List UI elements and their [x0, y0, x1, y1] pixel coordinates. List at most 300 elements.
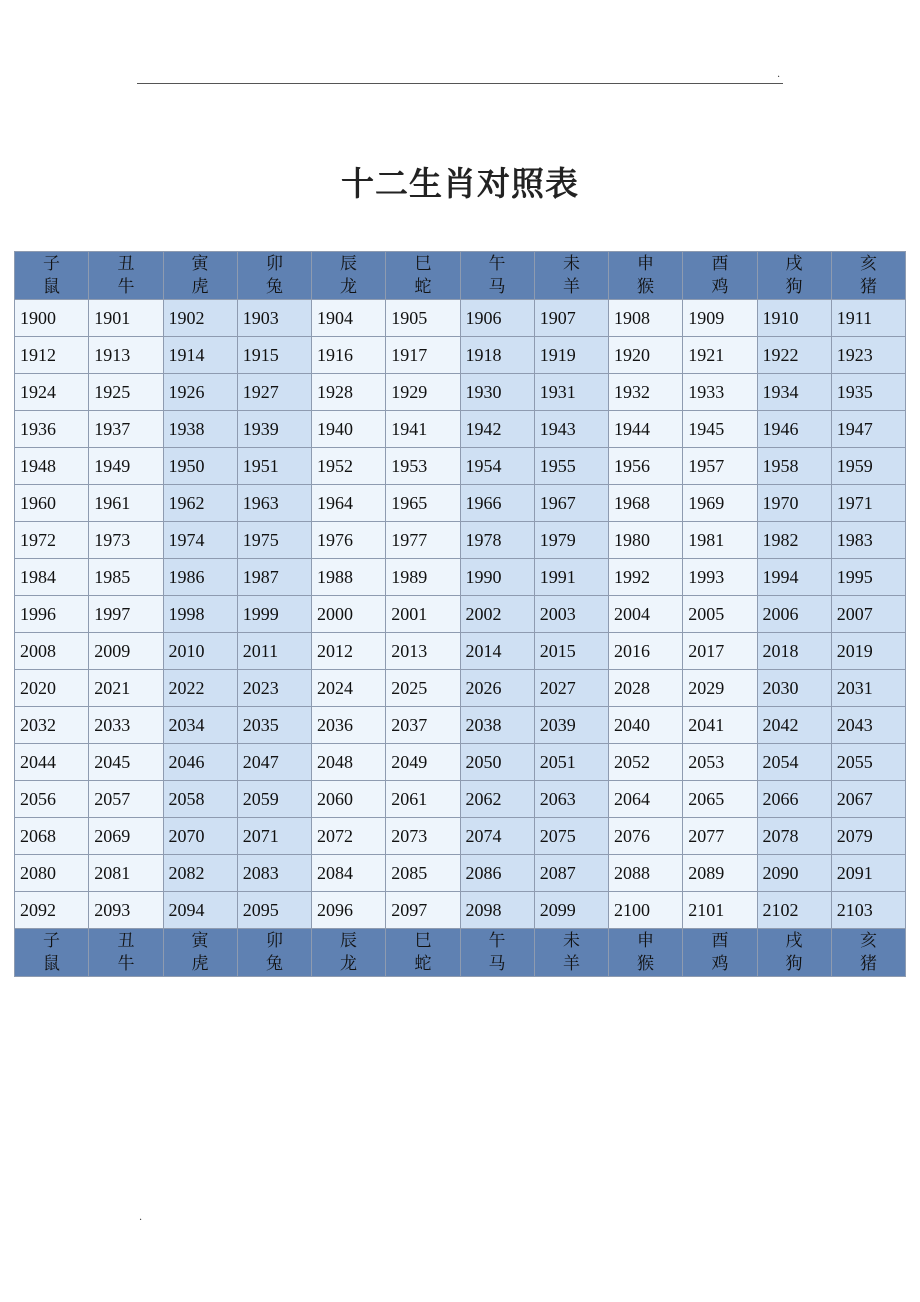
year-cell: 2061 [386, 781, 460, 818]
year-cell: 2095 [237, 892, 311, 929]
footer-mark: . [139, 1212, 143, 1223]
year-cell: 2081 [89, 855, 163, 892]
year-cell: 2063 [534, 781, 608, 818]
table-header-top [15, 252, 906, 300]
zodiac-header-cell [831, 252, 905, 300]
year-cell: 1936 [15, 411, 89, 448]
year-cell: 2017 [683, 633, 757, 670]
year-cell: 2041 [683, 707, 757, 744]
page-title: 十二生肖对照表 [341, 164, 579, 203]
year-cell: 1956 [609, 448, 683, 485]
year-cell: 2006 [757, 596, 831, 633]
year-cell: 2089 [683, 855, 757, 892]
year-cell: 1915 [237, 337, 311, 374]
year-cell: 1907 [534, 300, 608, 337]
year-cell: 1949 [89, 448, 163, 485]
year-cell: 1941 [386, 411, 460, 448]
year-cell: 2016 [609, 633, 683, 670]
year-cell: 2024 [312, 670, 386, 707]
zodiac-animal-label: 猴 [637, 953, 654, 974]
zodiac-animal-label: 蛇 [414, 953, 432, 974]
year-cell: 1958 [757, 448, 831, 485]
table-row [15, 522, 906, 559]
zodiac-header-cell [386, 252, 460, 300]
year-cell: 2052 [609, 744, 683, 781]
zodiac-header-cell [89, 252, 163, 300]
year-cell: 2074 [460, 818, 534, 855]
year-cell: 2005 [683, 596, 757, 633]
zodiac-header-cell [460, 252, 534, 300]
zodiac-header-cell [757, 929, 831, 977]
table-row [15, 781, 906, 818]
year-cell: 2030 [757, 670, 831, 707]
year-cell: 1946 [757, 411, 831, 448]
year-cell: 1908 [609, 300, 683, 337]
earthly-branch-label: 申 [637, 253, 654, 274]
year-cell: 2036 [312, 707, 386, 744]
zodiac-header-cell [683, 929, 757, 977]
table-row [15, 485, 906, 522]
zodiac-header-cell [460, 929, 534, 977]
zodiac-animal-label: 鼠 [43, 953, 60, 974]
zodiac-header-cell [312, 929, 386, 977]
year-cell: 2018 [757, 633, 831, 670]
year-cell: 1963 [237, 485, 311, 522]
zodiac-animal-label: 猴 [637, 276, 654, 297]
year-cell: 2064 [609, 781, 683, 818]
year-cell: 1950 [163, 448, 237, 485]
year-cell: 2053 [683, 744, 757, 781]
table-row [15, 374, 906, 411]
year-cell: 2078 [757, 818, 831, 855]
year-cell: 2003 [534, 596, 608, 633]
year-cell: 1940 [312, 411, 386, 448]
year-cell: 1973 [89, 522, 163, 559]
year-cell: 2009 [89, 633, 163, 670]
year-cell: 2033 [89, 707, 163, 744]
year-cell: 2085 [386, 855, 460, 892]
year-cell: 2055 [831, 744, 905, 781]
year-cell: 2093 [89, 892, 163, 929]
year-cell: 1937 [89, 411, 163, 448]
year-cell: 2046 [163, 744, 237, 781]
year-cell: 1939 [237, 411, 311, 448]
header-mark: . [777, 69, 781, 80]
earthly-branch-label: 辰 [340, 930, 357, 951]
zodiac-header-cell [386, 929, 460, 977]
year-cell: 2099 [534, 892, 608, 929]
year-cell: 1903 [237, 300, 311, 337]
earthly-branch-label: 戌 [785, 253, 803, 274]
year-cell: 1918 [460, 337, 534, 374]
year-cell: 1938 [163, 411, 237, 448]
year-cell: 2013 [386, 633, 460, 670]
year-cell: 2025 [386, 670, 460, 707]
year-cell: 2000 [312, 596, 386, 633]
year-cell: 1942 [460, 411, 534, 448]
year-cell: 1957 [683, 448, 757, 485]
year-cell: 2088 [609, 855, 683, 892]
table-row [15, 596, 906, 633]
earthly-branch-label: 戌 [785, 930, 803, 951]
earthly-branch-label: 申 [637, 930, 654, 951]
year-cell: 1980 [609, 522, 683, 559]
table-row [15, 855, 906, 892]
year-cell: 1923 [831, 337, 905, 374]
table-header-bottom [15, 929, 906, 977]
earthly-branch-label: 子 [43, 930, 60, 951]
year-cell: 1996 [15, 596, 89, 633]
earthly-branch-label: 巳 [414, 253, 432, 274]
year-cell: 2012 [312, 633, 386, 670]
table-row [15, 892, 906, 929]
year-cell: 1913 [89, 337, 163, 374]
year-cell: 1951 [237, 448, 311, 485]
year-cell: 2087 [534, 855, 608, 892]
year-cell: 1933 [683, 374, 757, 411]
year-cell: 2073 [386, 818, 460, 855]
year-cell: 1986 [163, 559, 237, 596]
year-cell: 1920 [609, 337, 683, 374]
year-cell: 2071 [237, 818, 311, 855]
year-cell: 1978 [460, 522, 534, 559]
zodiac-header-cell [15, 252, 89, 300]
year-cell: 2101 [683, 892, 757, 929]
year-cell: 1994 [757, 559, 831, 596]
year-cell: 1981 [683, 522, 757, 559]
year-cell: 2028 [609, 670, 683, 707]
year-cell: 1969 [683, 485, 757, 522]
year-cell: 2026 [460, 670, 534, 707]
year-cell: 2072 [312, 818, 386, 855]
zodiac-animal-label: 牛 [117, 953, 135, 974]
year-cell: 1919 [534, 337, 608, 374]
year-cell: 1974 [163, 522, 237, 559]
year-cell: 2097 [386, 892, 460, 929]
year-cell: 1976 [312, 522, 386, 559]
year-cell: 1935 [831, 374, 905, 411]
year-cell: 1917 [386, 337, 460, 374]
year-cell: 2014 [460, 633, 534, 670]
year-cell: 1910 [757, 300, 831, 337]
year-cell: 2102 [757, 892, 831, 929]
zodiac-year-table [14, 251, 906, 977]
zodiac-animal-label: 马 [488, 276, 506, 297]
year-cell: 2056 [15, 781, 89, 818]
earthly-branch-label: 午 [488, 253, 506, 274]
zodiac-animal-label: 牛 [117, 276, 135, 297]
year-cell: 2062 [460, 781, 534, 818]
zodiac-header-cell [534, 929, 608, 977]
earthly-branch-label: 寅 [191, 253, 209, 274]
table-row [15, 744, 906, 781]
year-cell: 1989 [386, 559, 460, 596]
year-cell: 2069 [89, 818, 163, 855]
year-cell: 2043 [831, 707, 905, 744]
year-cell: 1977 [386, 522, 460, 559]
earthly-branch-label: 亥 [860, 930, 877, 951]
year-cell: 2075 [534, 818, 608, 855]
year-cell: 2023 [237, 670, 311, 707]
zodiac-header-cell [831, 929, 905, 977]
earthly-branch-label: 子 [43, 253, 60, 274]
zodiac-animal-label: 猪 [860, 953, 877, 974]
zodiac-header-cell [237, 929, 311, 977]
year-cell: 1962 [163, 485, 237, 522]
year-cell: 2086 [460, 855, 534, 892]
year-cell: 1984 [15, 559, 89, 596]
year-cell: 1934 [757, 374, 831, 411]
year-cell: 1993 [683, 559, 757, 596]
year-cell: 1909 [683, 300, 757, 337]
year-cell: 1982 [757, 522, 831, 559]
earthly-branch-label: 亥 [860, 253, 877, 274]
zodiac-animal-label: 蛇 [414, 276, 432, 297]
year-cell: 2002 [460, 596, 534, 633]
year-cell: 1967 [534, 485, 608, 522]
earthly-branch-label: 未 [563, 253, 580, 274]
year-cell: 2096 [312, 892, 386, 929]
table-row [15, 707, 906, 744]
page-header-rule [137, 83, 783, 84]
year-cell: 2034 [163, 707, 237, 744]
earthly-branch-label: 卯 [266, 930, 283, 951]
year-cell: 1902 [163, 300, 237, 337]
zodiac-animal-label: 羊 [563, 276, 580, 297]
year-cell: 1988 [312, 559, 386, 596]
earthly-branch-label: 丑 [117, 930, 135, 951]
year-cell: 2094 [163, 892, 237, 929]
year-cell: 2045 [89, 744, 163, 781]
year-cell: 1916 [312, 337, 386, 374]
year-cell: 1925 [89, 374, 163, 411]
year-cell: 1998 [163, 596, 237, 633]
zodiac-animal-label: 鸡 [711, 953, 729, 974]
year-cell: 2007 [831, 596, 905, 633]
table-row [15, 559, 906, 596]
year-cell: 1997 [89, 596, 163, 633]
year-cell: 1992 [609, 559, 683, 596]
year-cell: 1927 [237, 374, 311, 411]
earthly-branch-label: 酉 [711, 930, 729, 951]
zodiac-animal-label: 狗 [785, 276, 803, 297]
year-cell: 2080 [15, 855, 89, 892]
year-cell: 1906 [460, 300, 534, 337]
year-cell: 2004 [609, 596, 683, 633]
zodiac-header-cell [757, 252, 831, 300]
zodiac-animal-label: 龙 [340, 953, 357, 974]
zodiac-animal-label: 龙 [340, 276, 357, 297]
year-cell: 2103 [831, 892, 905, 929]
year-cell: 1959 [831, 448, 905, 485]
year-cell: 1965 [386, 485, 460, 522]
year-cell: 1931 [534, 374, 608, 411]
zodiac-header-cell [683, 252, 757, 300]
year-cell: 2022 [163, 670, 237, 707]
earthly-branch-label: 寅 [191, 930, 209, 951]
zodiac-animal-label: 虎 [191, 276, 209, 297]
year-cell: 1971 [831, 485, 905, 522]
year-cell: 2092 [15, 892, 89, 929]
table-row [15, 818, 906, 855]
year-cell: 1922 [757, 337, 831, 374]
year-cell: 1970 [757, 485, 831, 522]
year-cell: 1972 [15, 522, 89, 559]
year-cell: 2057 [89, 781, 163, 818]
year-cell: 2090 [757, 855, 831, 892]
year-cell: 1964 [312, 485, 386, 522]
year-cell: 1900 [15, 300, 89, 337]
year-cell: 1928 [312, 374, 386, 411]
year-cell: 1999 [237, 596, 311, 633]
year-cell: 2068 [15, 818, 89, 855]
year-cell: 1944 [609, 411, 683, 448]
year-cell: 2067 [831, 781, 905, 818]
table-row [15, 300, 906, 337]
year-cell: 2084 [312, 855, 386, 892]
zodiac-header-cell [89, 929, 163, 977]
earthly-branch-label: 辰 [340, 253, 357, 274]
year-cell: 1904 [312, 300, 386, 337]
year-cell: 2051 [534, 744, 608, 781]
table-row [15, 633, 906, 670]
year-cell: 1929 [386, 374, 460, 411]
year-cell: 2054 [757, 744, 831, 781]
year-cell: 1995 [831, 559, 905, 596]
year-cell: 1926 [163, 374, 237, 411]
year-cell: 1955 [534, 448, 608, 485]
year-cell: 2049 [386, 744, 460, 781]
year-cell: 2077 [683, 818, 757, 855]
year-cell: 1983 [831, 522, 905, 559]
table-row [15, 448, 906, 485]
year-cell: 2048 [312, 744, 386, 781]
year-cell: 1947 [831, 411, 905, 448]
year-cell: 2031 [831, 670, 905, 707]
table-row [15, 411, 906, 448]
year-cell: 1968 [609, 485, 683, 522]
year-cell: 2010 [163, 633, 237, 670]
zodiac-animal-label: 兔 [266, 276, 283, 297]
year-cell: 2044 [15, 744, 89, 781]
year-cell: 2008 [15, 633, 89, 670]
year-cell: 2035 [237, 707, 311, 744]
year-cell: 2070 [163, 818, 237, 855]
year-cell: 1948 [15, 448, 89, 485]
year-cell: 1952 [312, 448, 386, 485]
year-cell: 1911 [831, 300, 905, 337]
year-cell: 1953 [386, 448, 460, 485]
earthly-branch-label: 酉 [711, 253, 729, 274]
year-cell: 1921 [683, 337, 757, 374]
year-cell: 1914 [163, 337, 237, 374]
year-cell: 1932 [609, 374, 683, 411]
year-cell: 2011 [237, 633, 311, 670]
year-cell: 1991 [534, 559, 608, 596]
year-cell: 1987 [237, 559, 311, 596]
zodiac-animal-label: 兔 [266, 953, 283, 974]
year-cell: 1924 [15, 374, 89, 411]
year-cell: 2058 [163, 781, 237, 818]
earthly-branch-label: 卯 [266, 253, 283, 274]
year-cell: 2032 [15, 707, 89, 744]
zodiac-animal-label: 鼠 [43, 276, 60, 297]
year-cell: 1912 [15, 337, 89, 374]
year-cell: 1975 [237, 522, 311, 559]
year-cell: 1966 [460, 485, 534, 522]
table-row [15, 670, 906, 707]
earthly-branch-label: 午 [488, 930, 506, 951]
zodiac-header-cell [312, 252, 386, 300]
year-cell: 2076 [609, 818, 683, 855]
year-cell: 1960 [15, 485, 89, 522]
year-cell: 2019 [831, 633, 905, 670]
year-cell: 2065 [683, 781, 757, 818]
year-cell: 1943 [534, 411, 608, 448]
year-cell: 2042 [757, 707, 831, 744]
zodiac-animal-label: 猪 [860, 276, 877, 297]
year-cell: 2066 [757, 781, 831, 818]
year-cell: 2021 [89, 670, 163, 707]
zodiac-animal-label: 狗 [785, 953, 803, 974]
year-cell: 2098 [460, 892, 534, 929]
year-cell: 2020 [15, 670, 89, 707]
year-cell: 2037 [386, 707, 460, 744]
zodiac-animal-label: 虎 [191, 953, 209, 974]
year-cell: 1954 [460, 448, 534, 485]
year-cell: 2059 [237, 781, 311, 818]
year-cell: 1979 [534, 522, 608, 559]
zodiac-header-cell [609, 929, 683, 977]
earthly-branch-label: 巳 [414, 930, 432, 951]
year-cell: 2040 [609, 707, 683, 744]
year-cell: 2047 [237, 744, 311, 781]
year-cell: 1945 [683, 411, 757, 448]
year-cell: 2091 [831, 855, 905, 892]
year-cell: 2027 [534, 670, 608, 707]
zodiac-animal-label: 马 [488, 953, 506, 974]
year-cell: 1930 [460, 374, 534, 411]
year-cell: 1961 [89, 485, 163, 522]
year-cell: 2050 [460, 744, 534, 781]
year-cell: 1990 [460, 559, 534, 596]
zodiac-header-cell [15, 929, 89, 977]
year-cell: 1905 [386, 300, 460, 337]
zodiac-header-cell [534, 252, 608, 300]
earthly-branch-label: 未 [563, 930, 580, 951]
year-cell: 2039 [534, 707, 608, 744]
zodiac-header-cell [237, 252, 311, 300]
year-cell: 2083 [237, 855, 311, 892]
year-cell: 2029 [683, 670, 757, 707]
year-cell: 2060 [312, 781, 386, 818]
year-cell: 1985 [89, 559, 163, 596]
zodiac-header-cell [609, 252, 683, 300]
table-row [15, 337, 906, 374]
year-cell: 2015 [534, 633, 608, 670]
zodiac-animal-label: 鸡 [711, 276, 729, 297]
year-cell: 2100 [609, 892, 683, 929]
earthly-branch-label: 丑 [117, 253, 135, 274]
year-cell: 2079 [831, 818, 905, 855]
zodiac-header-cell [163, 929, 237, 977]
year-cell: 2038 [460, 707, 534, 744]
zodiac-header-cell [163, 252, 237, 300]
year-cell: 2001 [386, 596, 460, 633]
year-cell: 2082 [163, 855, 237, 892]
year-cell: 1901 [89, 300, 163, 337]
zodiac-animal-label: 羊 [563, 953, 580, 974]
